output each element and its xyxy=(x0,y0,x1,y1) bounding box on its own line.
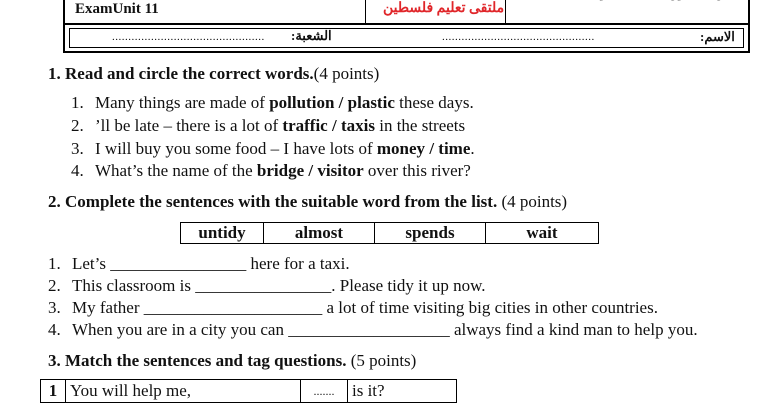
item-number: 4. xyxy=(71,161,84,180)
item-number: 2. xyxy=(48,276,61,295)
q2-item xyxy=(48,254,350,274)
item-text: What’s the name of the xyxy=(95,161,257,180)
q1-item xyxy=(71,93,474,113)
q2-title: 2. Complete the sentences with the suitable word from the list. xyxy=(48,192,498,211)
word-bank-cell: wait xyxy=(486,223,599,244)
match-sentence: You will help me, xyxy=(66,380,301,403)
q1-points: (4 points) xyxy=(313,64,380,83)
word-bank-cell: untidy xyxy=(181,223,264,244)
name-dots: ............................................... xyxy=(442,31,595,43)
match-row xyxy=(41,380,457,403)
item-number: 1. xyxy=(48,254,61,273)
item-text: over this river? xyxy=(363,161,471,180)
answer-blank[interactable]: ________________ xyxy=(110,254,247,273)
student-info-bar xyxy=(63,23,750,53)
q1-item xyxy=(71,116,465,136)
q2-item xyxy=(48,320,698,340)
option-separator: / xyxy=(304,161,318,180)
q1-item xyxy=(71,139,475,159)
word-bank xyxy=(180,222,599,244)
option-word: pollution xyxy=(269,93,335,112)
answer-blank[interactable]: ___________________ xyxy=(288,320,450,339)
option-word: time xyxy=(438,139,471,158)
option-separator: / xyxy=(327,116,341,135)
item-text: . xyxy=(470,139,475,158)
item-text: these days. xyxy=(394,93,474,112)
match-table xyxy=(40,379,457,403)
word-bank-cell: almost xyxy=(264,223,375,244)
student-info-inner xyxy=(69,28,744,48)
q2-item xyxy=(48,276,486,296)
item-text: ’ll be late – there is a lot of xyxy=(95,116,283,135)
match-number: 1 xyxy=(41,380,66,403)
option-word: money xyxy=(376,139,426,158)
item-text: a lot of time visiting big cities in other countries. xyxy=(322,298,658,317)
q3-heading xyxy=(48,351,416,371)
option-word: visitor xyxy=(317,161,364,180)
item-number: 3. xyxy=(71,139,84,158)
option-word: plastic xyxy=(347,93,395,112)
option-word: traffic xyxy=(282,116,328,135)
match-tag: is it? xyxy=(348,380,457,403)
q1-title: 1. Read and circle the correct words. xyxy=(48,64,314,83)
answer-blank[interactable]: ________________ xyxy=(195,276,332,295)
item-text: I will buy you some food – I have lots of xyxy=(95,139,377,158)
item-text: always find a kind man to help you. xyxy=(449,320,698,339)
item-number: 4. xyxy=(48,320,61,339)
item-text: My father xyxy=(72,298,144,317)
item-text: in the streets xyxy=(374,116,466,135)
q1-heading xyxy=(48,64,379,84)
q1-item xyxy=(71,161,471,181)
word-bank-cell: spends xyxy=(375,223,486,244)
q2-heading xyxy=(48,192,567,212)
q3-title: 3. Match the sentences and tag questions. xyxy=(48,351,347,370)
match-answer-blank[interactable]: ....... xyxy=(301,380,348,403)
name-label: الاسم: xyxy=(700,29,735,44)
item-text: Let’s xyxy=(72,254,111,273)
q2-points: (4 points) xyxy=(497,192,568,211)
item-text: When you are in a city you can xyxy=(72,320,289,339)
item-number: 1. xyxy=(71,93,84,112)
item-text: Many things are made of xyxy=(95,93,270,112)
item-text: . Please tidy it up now. xyxy=(331,276,486,295)
header-box xyxy=(63,0,750,25)
option-separator: / xyxy=(425,139,439,158)
item-text: This classroom is xyxy=(72,276,196,295)
item-text: here for a taxi. xyxy=(246,254,350,273)
q3-points: (5 points) xyxy=(346,351,417,370)
option-word: bridge xyxy=(256,161,305,180)
school-name xyxy=(590,0,738,1)
answer-blank[interactable]: _____________________ xyxy=(143,298,323,317)
branch-label: الشعبة: xyxy=(291,28,332,43)
q2-item xyxy=(48,298,658,318)
option-word: taxis xyxy=(340,116,375,135)
item-number: 3. xyxy=(48,298,61,317)
item-number: 2. xyxy=(71,116,84,135)
branch-dots: ............................................... xyxy=(112,31,265,43)
site-name: ملتقى تعليم فلسطين xyxy=(383,1,505,16)
exam-unit-label: ExamUnit 11 xyxy=(75,1,159,17)
option-separator: / xyxy=(334,93,348,112)
